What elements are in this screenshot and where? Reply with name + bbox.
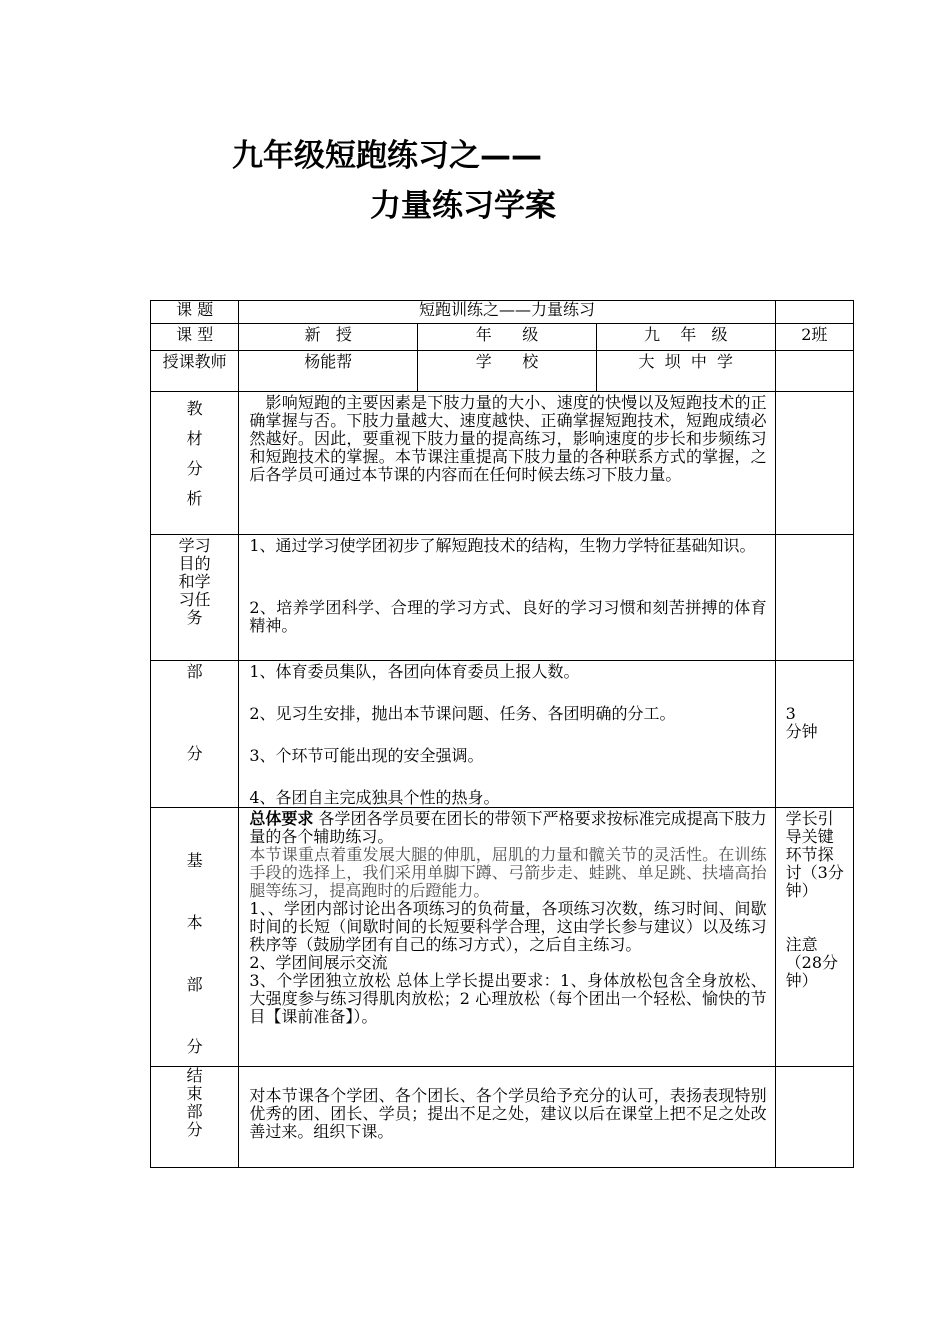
main-side-note-1: 学长引导关键环节探讨（3分钟）: [785, 809, 844, 900]
main-section-label: 基 本 部 分: [151, 808, 239, 1067]
lesson-plan-table: [150, 300, 854, 1168]
prep-section-label: 部 分: [151, 661, 239, 808]
main-item-2: 2、学团间展示交流: [249, 953, 388, 972]
material-empty-cell: [775, 392, 853, 535]
prep-item-4: 4、各团自主完成独具个性的热身。: [249, 788, 500, 807]
document-title-line1: 九年级短跑练习之——: [232, 138, 542, 174]
document-title-line2: 力量练习学案: [370, 188, 556, 224]
teacher-empty-cell: [775, 351, 853, 392]
topic-empty-cell: [775, 301, 853, 324]
material-analysis-label: 教 材 分 析: [151, 392, 239, 535]
teacher-value: 杨能帮: [239, 351, 418, 392]
school-label: 学 校: [418, 351, 597, 392]
row-type: [151, 324, 854, 351]
row-main-section: [151, 808, 854, 1067]
main-item-3: 3、个学团独立放松 总体上学长提出要求：1、身体放松包含全身放松、大强度参与练习得肌肉放松；2 心理放松（每个团出一个轻松、愉快的节目【课前准备】）。: [249, 971, 767, 1026]
main-side-notes: [775, 808, 853, 1067]
row-objectives: [151, 535, 854, 661]
main-item-1: 1、、学团内部讨论出各项练习的负荷量，各项练习次数，练习时间、间歇时间的长短（间歇时间的长短要科学合理，这由学长参与建议）以及练习秩序等（鼓励学团有自己的练习方式），之后自主练习。: [249, 899, 767, 954]
prep-item-2: 2、见习生安排，抛出本节课问题、任务、各团明确的分工。: [249, 704, 676, 723]
requirement-label: 总体要求: [249, 809, 314, 828]
row-end-section: [151, 1067, 854, 1168]
grade-value: 九 年 级: [596, 324, 775, 351]
end-empty-cell: [775, 1067, 853, 1168]
prep-item-3: 3、个环节可能出现的安全强调。: [249, 746, 484, 765]
row-prep-section: [151, 661, 854, 808]
type-value: 新 授: [239, 324, 418, 351]
row-topic: [151, 301, 854, 324]
topic-label: 课 题: [151, 301, 239, 324]
prep-time-cell: [775, 661, 853, 808]
type-label: 课 型: [151, 324, 239, 351]
main-focus: 本节课重点着重发展大腿的伸肌，屈肌的力量和髋关节的灵活性。在训练手段的选择上，我们采用单脚下蹲、弓箭步走、蛙跳、单足跳、扶墙高抬腿等练习，提高跑时的后蹬能力。: [249, 845, 767, 900]
row-material-analysis: [151, 392, 854, 535]
school-value: 大 坝 中 学: [596, 351, 775, 392]
end-section-text: 对本节课各个学团、各个团长、各个学员给予充分的认可，表扬表现特别优秀的团、团长、学员；提出不足之处，建议以后在课堂上把不足之处改善过来。组织下课。: [239, 1067, 775, 1168]
objective-item-2: 2、培养学团科学、合理的学习方式、良好的学习习惯和刻苦拼搏的体育精神。: [249, 598, 767, 635]
main-section-text: [239, 808, 775, 1067]
class-value: 2班: [775, 324, 853, 351]
objectives-empty-cell: [775, 535, 853, 661]
topic-value: 短跑训练之——力量练习: [239, 301, 775, 324]
objectives-text: [239, 535, 775, 661]
main-side-note-2: 注意（28分钟）: [785, 935, 839, 990]
prep-item-1: 1、体育委员集队，各团向体育委员上报人数。: [249, 662, 580, 681]
prep-time-number: 3: [785, 704, 796, 723]
end-section-label: 结 束 部 分: [151, 1067, 239, 1168]
objectives-label: 学习目的和学习任务: [151, 535, 239, 661]
teacher-label: 授课教师: [151, 351, 239, 392]
objective-item-1: 1、通过学习使学团初步了解短跑技术的结构，生物力学特征基础知识。: [249, 536, 756, 555]
grade-label: 年 级: [418, 324, 597, 351]
prep-section-text: [239, 661, 775, 808]
main-requirement: 总体要求 各学团各学员要在团长的带领下严格要求按标准完成提高下肢力量的各个辅助练习。: [249, 809, 767, 846]
prep-time-unit: 分钟: [785, 722, 818, 741]
material-analysis-text: 影响短跑的主要因素是下肢力量的大小、速度的快慢以及短跑技术的正确掌握与否。下肢力量越大、速度越快、正确掌握短跑技术，短跑成绩必然越好。因此，要重视下肢力量的提高练习，影响速度的步长和步频练习和短跑技术的掌握。本节课注重提高下肢力量的各种联系方式的掌握，之后各学员可通过本节课的内容而在任何时候去练习下肢力量。: [239, 392, 775, 535]
row-teacher: [151, 351, 854, 392]
